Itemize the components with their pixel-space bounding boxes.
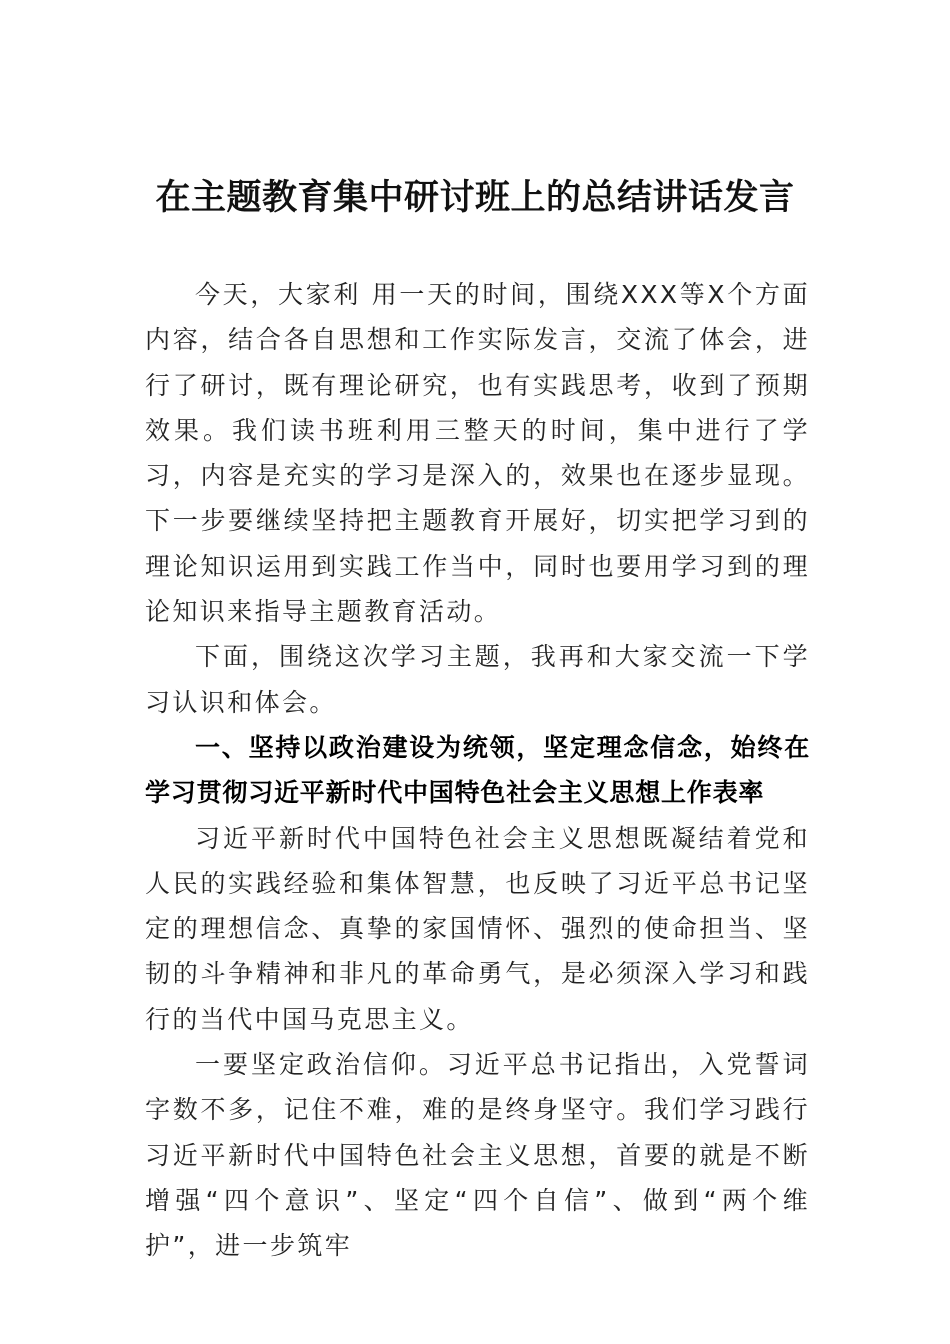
section-paragraph: 习近平新时代中国特色社会主义思想既凝结着党和人民的实践经验和集体智慧，也反映了习近平总书记坚定的理想信念、真挚的家国情怀、强烈的使命担当、坚韧的斗争精神和非凡的革命勇气，是必须深入学习和践行的当代中国马克思主义。	[145, 823, 810, 1034]
transition-paragraph: 下面，围绕这次学习主题，我再和大家交流一下学习认识和体会。	[145, 642, 810, 717]
section-paragraph: 一要坚定政治信仰。习近平总书记指出，入党誓词字数不多，记住不难，难的是终身坚守。我们学习践行习近平新时代中国特色社会主义思想，首要的就是不断增强“四个意识”、坚定“四个自信”、做到“两个维护”，进一步筑牢	[145, 1050, 810, 1261]
section-heading: 一、坚持以政治建设为统领，坚定理念信念，始终在学习贯彻习近平新时代中国特色社会主义思想上作表率	[145, 732, 810, 808]
document-title: 在主题教育集中研讨班上的总结讲话发言	[155, 177, 795, 218]
document-body	[145, 272, 810, 1269]
intro-paragraph: 今天，大家利 用一天的时间，围绕XXX等X个方面内容，结合各自思想和工作实际发言，交流了体会，进行了研讨，既有理论研究，也有实践思考，收到了预期效果。我们读书班利用三整天的时间，集中进行了学习，内容是充实的学习是深入的，效果也在逐步显现。下一步要继续坚持把主题教育开展好，切实把学习到的理论知识运用到实践工作当中，同时也要用学习到的理论知识来指导主题教育活动。	[145, 280, 810, 627]
